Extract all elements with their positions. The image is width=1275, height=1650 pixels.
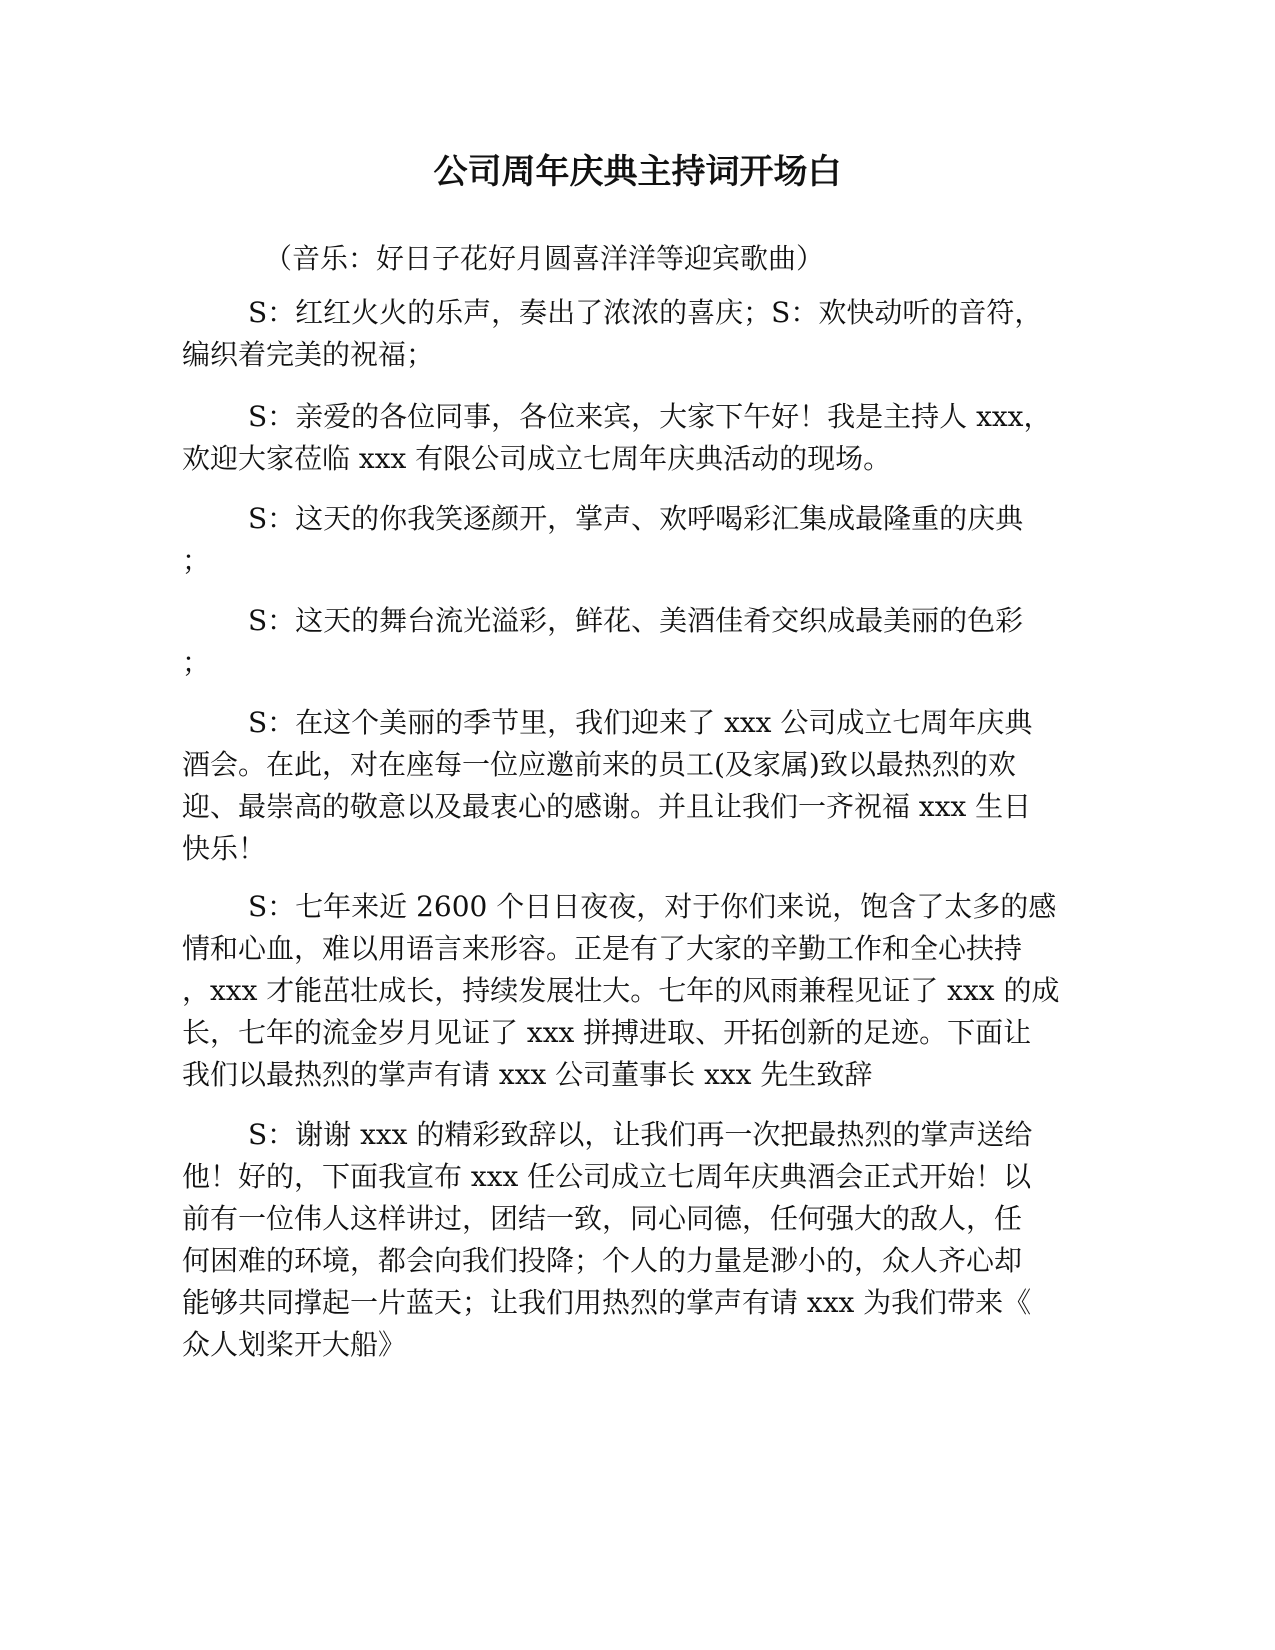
paragraph-line: ，xxx 才能茁壮成长，持续发展壮大。七年的风雨兼程见证了 xxx 的成	[182, 974, 1060, 1007]
paragraph-line: 快乐！	[182, 832, 267, 865]
paragraph-line: S：亲爱的各位同事，各位来宾，大家下午好！我是主持人 xxx，	[248, 400, 1052, 433]
paragraph-line: 欢迎大家莅临 xxx 有限公司成立七周年庆典活动的现场。	[182, 442, 892, 475]
paragraph-line: S：红红火火的乐声，奏出了浓浓的喜庆；S：欢快动听的音符，	[248, 296, 1043, 329]
paragraph-line: S：七年来近 2600 个日日夜夜，对于你们来说，饱含了太多的感	[248, 890, 1057, 923]
music-note: （音乐：好日子花好月圆喜洋洋等迎宾歌曲）	[264, 242, 825, 275]
paragraph-opening	[182, 292, 1062, 376]
paragraph-line: S：这天的舞台流光溢彩，鲜花、美酒佳肴交织成最美丽的色彩	[248, 604, 1024, 637]
paragraph-line: 编织着完美的祝福；	[182, 338, 435, 371]
paragraph-stage	[182, 600, 1062, 684]
paragraph-line: 众人划桨开大船》	[182, 1328, 407, 1361]
paragraph-line: 能够共同撑起一片蓝天；让我们用热烈的掌声有请 xxx 为我们带来《	[182, 1286, 1032, 1319]
paragraph-anniversary	[182, 702, 1062, 870]
paragraph-line: ；	[182, 544, 211, 577]
paragraph-line: 迎、最崇高的敬意以及最衷心的感谢。并且让我们一齐祝福 xxx 生日	[182, 790, 1032, 823]
paragraph-line: S：这天的你我笑逐颜开，掌声、欢呼喝彩汇集成最隆重的庆典	[248, 502, 1024, 535]
paragraph-line: 前有一位伟人这样讲过，团结一致，同心同德，任何强大的敌人，任	[182, 1202, 1023, 1235]
paragraph-celebration	[182, 498, 1062, 582]
paragraph-line: ；	[182, 646, 211, 679]
paragraph-line: S：谢谢 xxx 的精彩致辞以，让我们再一次把最热烈的掌声送给	[248, 1118, 1033, 1151]
paragraph-welcome	[182, 396, 1062, 480]
paragraph-line: 酒会。在此，对在座每一位应邀前来的员工(及家属)致以最热烈的欢	[182, 748, 1016, 781]
paragraph-seven-years	[182, 886, 1062, 1096]
paragraph-line: 情和心血，难以用语言来形容。正是有了大家的辛勤工作和全心扶持	[182, 932, 1023, 965]
paragraph-line: 长，七年的流金岁月见证了 xxx 拼搏进取、开拓创新的足迹。下面让	[182, 1016, 1032, 1049]
document-title: 公司周年庆典主持词开场白	[433, 152, 842, 192]
paragraph-line: 他！好的，下面我宣布 xxx 任公司成立七周年庆典酒会正式开始！以	[182, 1160, 1032, 1193]
paragraph-line: S：在这个美丽的季节里，我们迎来了 xxx 公司成立七周年庆典	[248, 706, 1033, 739]
paragraph-line: 何困难的环境，都会向我们投降；个人的力量是渺小的，众人齐心却	[182, 1244, 1023, 1277]
paragraph-line: 我们以最热烈的掌声有请 xxx 公司董事长 xxx 先生致辞	[182, 1058, 873, 1091]
paragraph-opening-declaration	[182, 1114, 1062, 1366]
